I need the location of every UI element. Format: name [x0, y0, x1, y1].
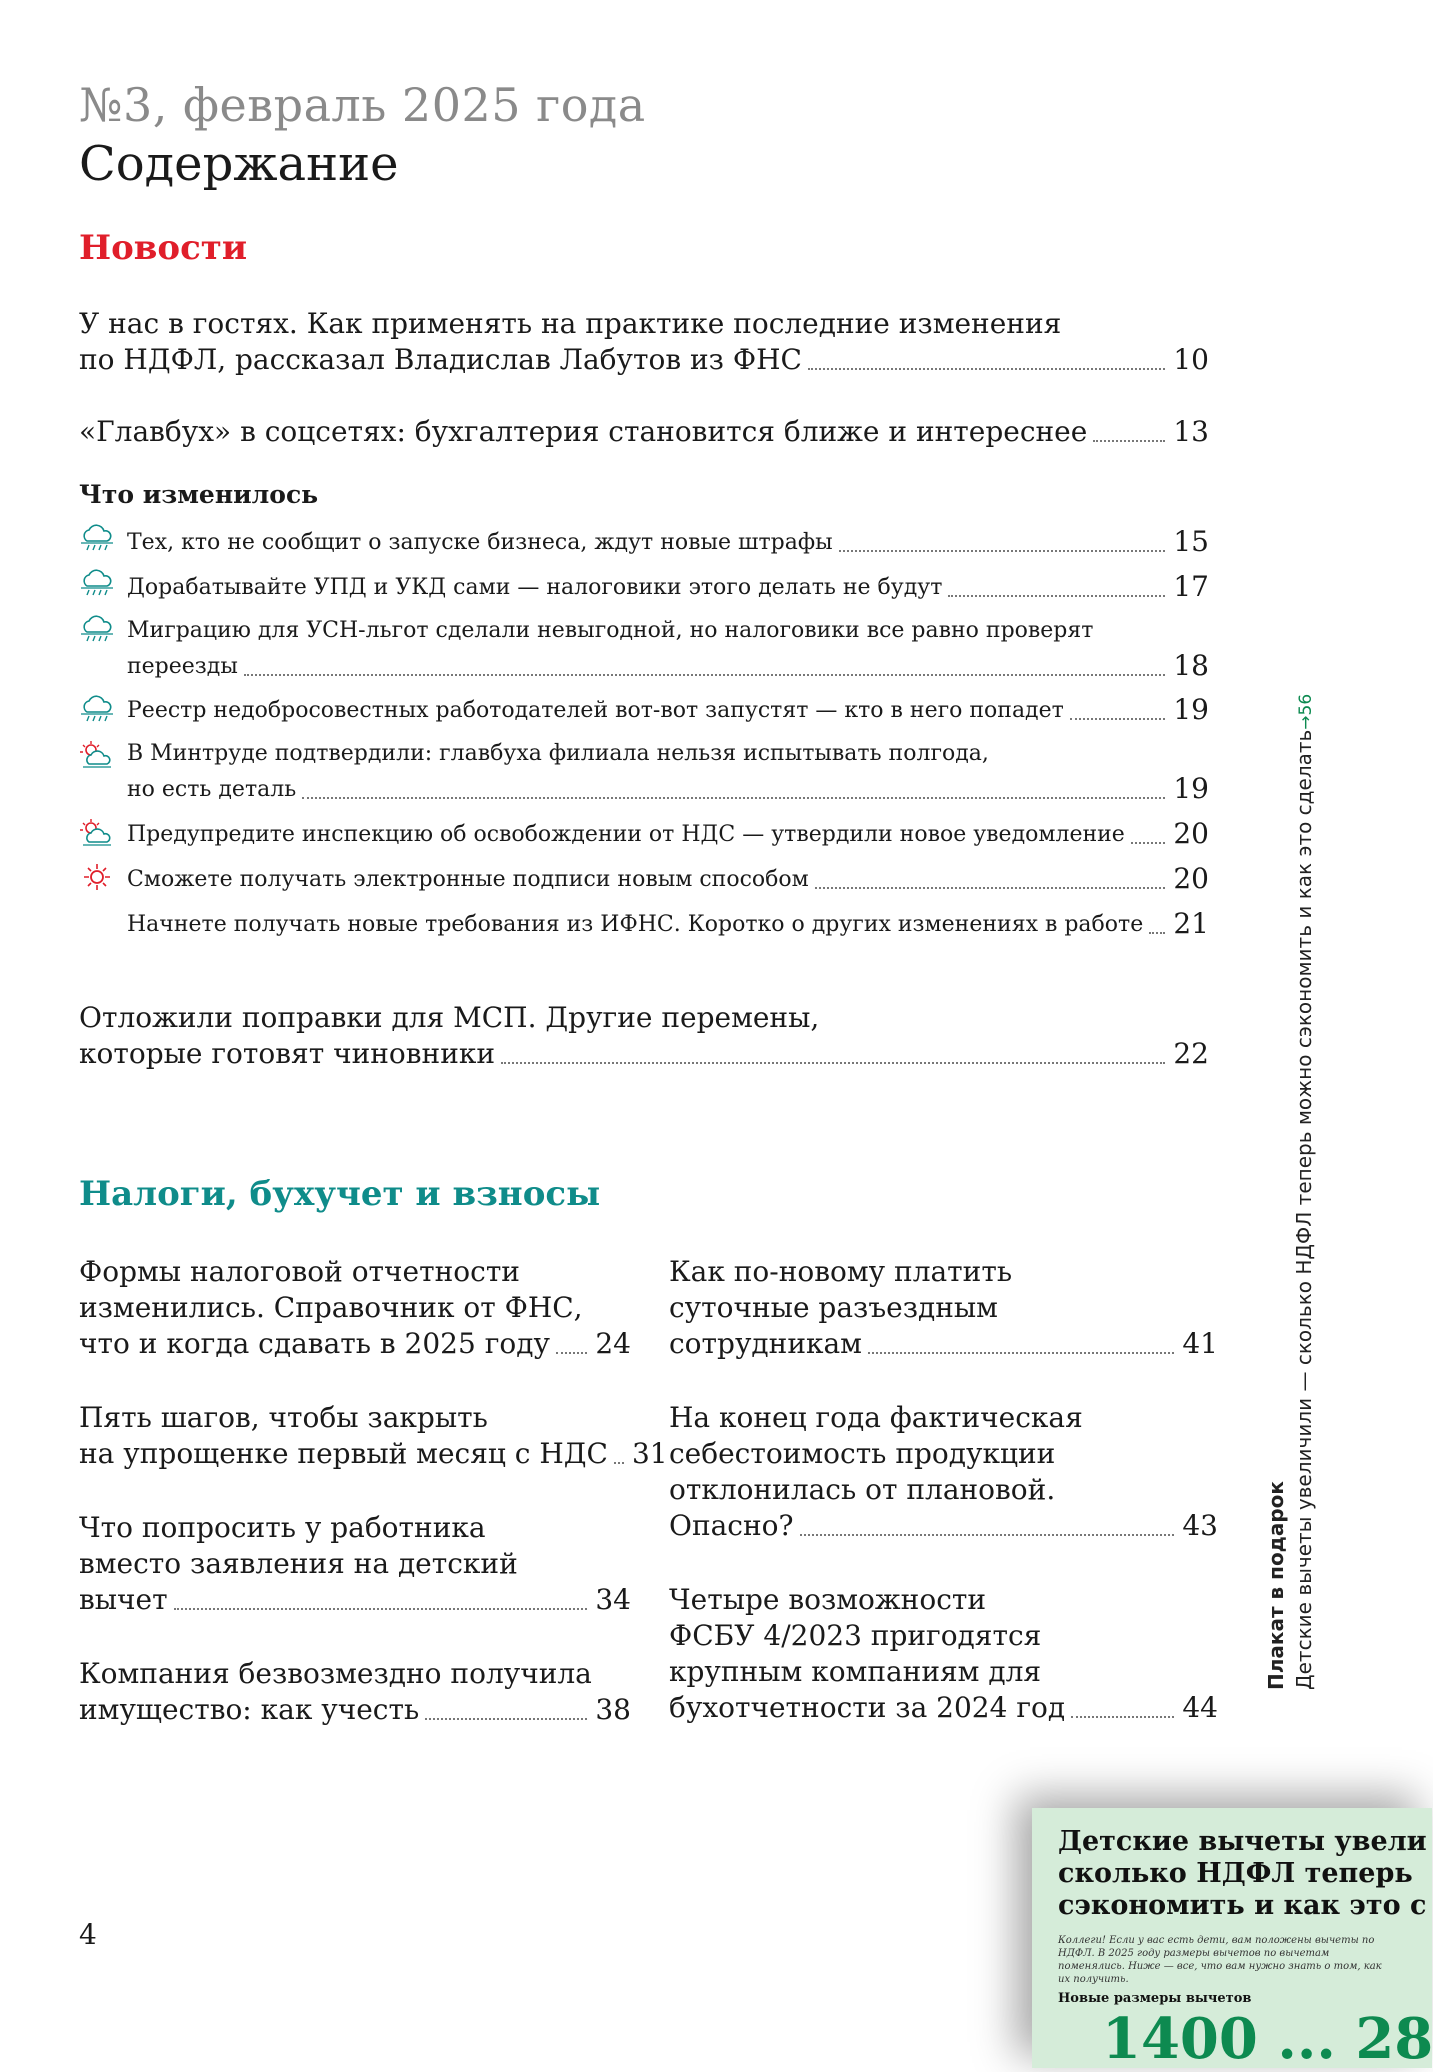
page-ref: 44 [1182, 1691, 1218, 1724]
page-number: 4 [79, 1918, 97, 1951]
toc-entry-text: переезды [127, 654, 238, 679]
toc-entry[interactable] [127, 648, 1209, 684]
page-ref: 38 [595, 1693, 631, 1726]
toc-entry-text: которые готовят чиновники [79, 1037, 496, 1070]
toc-entry[interactable] [79, 414, 1209, 450]
toc-entry-line[interactable]: изменились. Справочник от ФНС, [79, 1291, 583, 1324]
page-ref: 34 [595, 1583, 631, 1616]
leader-dots [868, 1352, 1174, 1354]
sidebar-text: Детские вычеты увеличили — сколько НДФЛ теперь можно сэкономить и как это сделать [1292, 729, 1316, 1690]
toc-entry[interactable] [79, 1036, 1209, 1072]
page-ref: 43 [1182, 1509, 1218, 1542]
toc-entry[interactable] [127, 524, 1209, 560]
leader-dots [839, 550, 1166, 552]
toc-entry-line[interactable]: Пять шагов, чтобы закрыть [79, 1401, 488, 1434]
toc-entry-line[interactable]: В Минтруде подтвердили: главбуха филиала нельзя испытывать полгода, [127, 741, 989, 766]
issue-line: №3, февраль 2025 года [79, 78, 646, 132]
toc-entry[interactable] [79, 1326, 631, 1362]
leader-dots [1071, 1716, 1174, 1718]
toc-entry-text: «Главбух» в соцсетях: бухгалтерия становится ближе и интереснее [79, 415, 1088, 448]
leader-dots [800, 1534, 1175, 1536]
rain-cloud-icon [79, 616, 115, 646]
leader-dots [614, 1462, 624, 1464]
section-heading-taxes: Налоги, бухучет и взносы [79, 1174, 601, 1214]
sidebar-label: Плакат в подарок [1264, 1481, 1288, 1690]
leader-dots [1131, 842, 1166, 844]
toc-entry-line[interactable]: крупным компаниям для [669, 1655, 1042, 1688]
toc-entry-line[interactable]: Формы налоговой отчетности [79, 1255, 520, 1288]
toc-entry-text: Опасно? [669, 1509, 794, 1542]
page-ref: 20 [1173, 817, 1209, 850]
sidebar-page-ref: →56 [1296, 693, 1316, 730]
leader-dots [815, 887, 1166, 889]
poster-sidebar[interactable] [1262, 694, 1320, 1690]
leader-dots [808, 368, 1165, 370]
toc-entry-text: Тех, кто не сообщит о запуске бизнеса, ждут новые штрафы [127, 530, 833, 555]
page-title: Содержание [79, 136, 399, 192]
sun-cloud-icon [79, 740, 115, 770]
rain-cloud-icon [79, 525, 115, 555]
page-ref: 17 [1173, 570, 1209, 603]
toc-entry-text: бухотчетности за 2024 год [669, 1691, 1066, 1724]
page-ref: 31 [631, 1437, 668, 1470]
toc-entry[interactable] [669, 1326, 1218, 1362]
toc-entry-line[interactable]: Четыре возможности [669, 1583, 987, 1616]
toc-entry-text: но есть деталь [127, 777, 297, 802]
poster-heading: Детские вычеты увели сколько НДФЛ теперь сэкономить и как это с [1058, 1826, 1427, 1921]
page-ref: 41 [1182, 1327, 1218, 1360]
toc-entry[interactable] [79, 1582, 631, 1618]
toc-entry[interactable] [669, 1690, 1218, 1726]
toc-entry-line[interactable]: Миграцию для УСН-льгот сделали невыгодной, но налоговики все равно проверят [127, 618, 1094, 643]
toc-entry[interactable] [669, 1508, 1218, 1544]
page-ref: 21 [1173, 907, 1209, 940]
toc-entry[interactable] [127, 816, 1209, 852]
leader-dots [302, 797, 1165, 799]
toc-entry-text: Предупредите инспекцию об освобождении от НДС — утвердили новое уведомление [127, 822, 1125, 847]
toc-entry-text: Начнете получать новые требования из ИФНС. Коротко о других изменениях в работе [127, 912, 1144, 937]
toc-entry-line[interactable]: ФСБУ 4/2023 пригодятся [669, 1619, 1042, 1652]
toc-entry-text: на упрощенке первый месяц с НДС [79, 1437, 608, 1470]
leader-dots [1070, 718, 1166, 720]
page-ref: 19 [1173, 693, 1209, 726]
toc-entry[interactable] [79, 342, 1209, 378]
toc-entry[interactable] [79, 1436, 668, 1472]
toc-entry-text: вычет [79, 1583, 168, 1616]
sun-icon [79, 862, 115, 892]
toc-entry-line[interactable]: Что попросить у работника [79, 1511, 486, 1544]
toc-entry-text: по НДФЛ, рассказал Владислав Лабутов из ФНС [79, 343, 802, 376]
toc-entry[interactable] [79, 1692, 631, 1728]
toc-entry-text: имущество: как учесть [79, 1693, 420, 1726]
page-ref: 20 [1173, 862, 1209, 895]
toc-entry-text: сотрудникам [669, 1327, 862, 1360]
page-ref: 13 [1173, 415, 1209, 448]
leader-dots [174, 1608, 588, 1610]
toc-entry-line[interactable]: Как по-новому платить [669, 1255, 1013, 1288]
toc-entry-line[interactable]: Отложили поправки для МСП. Другие перемены, [79, 1001, 820, 1034]
page-ref: 19 [1173, 772, 1209, 805]
page-ref: 22 [1173, 1037, 1209, 1070]
toc-entry[interactable] [127, 771, 1209, 807]
toc-entry[interactable] [127, 569, 1209, 605]
sun-cloud-icon [79, 818, 115, 848]
section-heading-news: Новости [79, 228, 248, 268]
toc-entry-line[interactable]: Компания безвозмездно получила [79, 1657, 592, 1690]
toc-entry-text: Реестр недобросовестных работодателей вот-вот запустят — кто в него попадет [127, 698, 1064, 723]
rain-cloud-icon [79, 570, 115, 600]
toc-entry-line[interactable]: На конец года фактическая [669, 1401, 1083, 1434]
leader-dots [1149, 932, 1165, 934]
leader-dots [1093, 440, 1165, 442]
page-ref: 15 [1173, 525, 1209, 558]
toc-entry-text: что и когда сдавать в 2025 году [79, 1327, 550, 1360]
leader-dots [425, 1718, 587, 1720]
poster-big-numbers: 1400 ... 28 [1102, 2006, 1433, 2072]
leader-dots [244, 674, 1166, 676]
leader-dots [948, 595, 1165, 597]
page-ref: 10 [1173, 343, 1209, 376]
toc-entry-text: Сможете получать электронные подписи новым способом [127, 867, 809, 892]
leader-dots [556, 1352, 587, 1354]
toc-entry-line[interactable]: У нас в гостях. Как применять на практике последние изменения [79, 307, 1062, 340]
toc-entry-line[interactable]: отклонилась от плановой. [669, 1473, 1056, 1506]
rain-cloud-icon [79, 696, 115, 726]
page-ref: 24 [595, 1327, 631, 1360]
toc-entry[interactable] [127, 906, 1209, 942]
page-ref: 18 [1173, 649, 1209, 682]
toc-entry-line[interactable]: суточные разъездным [669, 1291, 998, 1324]
subsection-heading: Что изменилось [79, 480, 319, 509]
toc-entry[interactable] [127, 861, 1209, 897]
poster-preview[interactable] [1032, 1808, 1433, 2072]
toc-entry[interactable] [127, 692, 1209, 728]
leader-dots [501, 1062, 1165, 1064]
poster-intro: Коллеги! Если у вас есть дети, вам положены вычеты по НДФЛ. В 2025 году размеры вычетов по вычетам поменялись. Ниже — все, что вам нужно знать о том, как их получить. [1058, 1935, 1382, 1985]
toc-entry-text: Дорабатывайте УПД и УКД сами — налоговики этого делать не будут [127, 575, 943, 600]
toc-entry-line[interactable]: вместо заявления на детский [79, 1547, 518, 1580]
poster-subheading: Новые размеры вычетов [1058, 1991, 1252, 2006]
toc-entry-line[interactable]: себестоимость продукции [669, 1437, 1056, 1470]
